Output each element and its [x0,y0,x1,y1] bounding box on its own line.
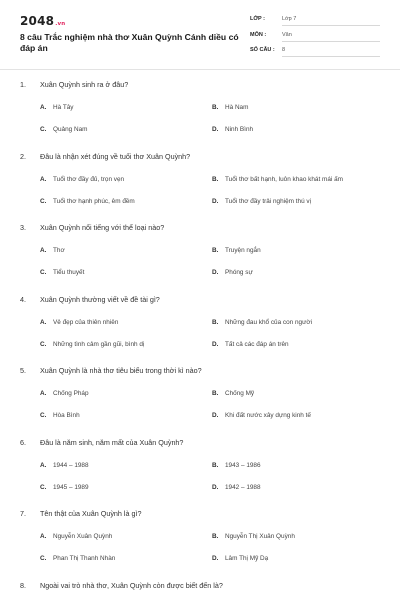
option-letter: A. [40,175,47,183]
meta-count-value: 8 [282,47,380,57]
option-text: 1943 – 1986 [225,461,261,469]
option-letter: D. [212,412,219,419]
option-text: Hà Nam [225,104,249,111]
option-text: Chống Pháp [53,390,89,397]
option-text: 1944 – 1988 [53,461,89,469]
option-letter: B. [212,104,219,111]
option-letter: A. [40,390,47,397]
option-letter: C. [40,126,47,133]
question-item [0,509,400,581]
question-text: Xuân Quỳnh nổi tiếng với thể loại nào? [40,223,165,232]
question-number: 4. [20,294,26,304]
question-number: 5. [20,366,26,375]
option-text: Hà Tây [53,104,74,111]
option-letter: D. [212,555,219,562]
logo-suffix: .vn [55,21,66,27]
option-letter: C. [40,269,47,276]
meta-grade-value: Lớp 7 [282,16,380,26]
option-letter: B. [212,461,219,469]
meta-question-count [250,47,380,58]
option-letter: A. [40,461,47,469]
option-text: 1942 – 1988 [225,483,261,491]
option-letter: C. [40,555,47,562]
option-letter: B. [212,318,219,326]
option-text: Tuổi thơ đầy trải nghiệm thú vị [225,197,312,205]
question-text: Tên thật của Xuân Quỳnh là gì? [40,509,142,518]
option-text: Chống Mỹ [225,390,255,397]
question-item [0,366,400,438]
option-text: Tiểu thuyết [53,269,85,276]
option-text: Ninh Bình [225,126,254,133]
option-letter: C. [40,483,47,491]
option-letter: D. [212,197,219,205]
question-text: Đâu là năm sinh, năm mất của Xuân Quỳnh? [40,437,184,447]
option-text: Phóng sự [225,269,253,276]
question-item [0,80,400,152]
option-text: Quảng Nam [53,126,88,133]
option-letter: A. [40,533,47,540]
option-letter: A. [40,318,47,326]
meta-grade [250,16,380,27]
option-letter: D. [212,126,219,133]
option-text: Hòa Bình [53,412,80,419]
option-text: Những đau khổ của con người [225,318,313,326]
meta-grade-label: LỚP : [250,16,265,22]
option-letter: D. [212,340,219,348]
option-letter: B. [212,175,219,183]
option-text: Thơ [53,247,65,254]
option-letter: C. [40,340,47,348]
option-text: Vẻ đẹp của thiên nhiên [53,318,119,326]
option-text: Lâm Thị Mỹ Dạ [225,555,269,562]
meta-subject [250,32,380,43]
meta-subject-label: MÔN : [250,32,267,38]
question-number: 6. [20,437,26,447]
option-letter: D. [212,269,219,276]
option-text: Truyện ngắn [225,247,261,254]
question-item [0,438,400,510]
question-number: 8. [20,580,26,590]
page-header [0,0,400,76]
option-letter: B. [212,247,219,254]
question-list [0,80,400,600]
question-item [0,152,400,224]
meta-subject-value: Văn [282,32,380,42]
option-letter: C. [40,412,47,419]
option-letter: A. [40,247,47,254]
option-text: Tuổi thơ bất hạnh, luôn khao khát mái ấm [225,175,343,183]
question-item [0,223,400,295]
option-letter: B. [212,390,219,397]
option-letter: D. [212,483,219,491]
question-number: 7. [20,509,26,518]
option-text: 1945 – 1989 [53,483,89,491]
option-text: Nguyễn Xuân Quỳnh [53,533,113,540]
question-item [0,295,400,367]
option-text: Tất cả các đáp án trên [225,340,289,348]
option-letter: C. [40,197,47,205]
logo-text: 2048 [20,14,55,28]
option-text: Những tình cảm gần gũi, bình dị [53,340,145,348]
option-text: Khi đất nước xây dựng kinh tế [225,412,311,419]
option-text: Tuổi thơ đầy đủ, trọn vẹn [53,175,125,183]
option-letter: A. [40,104,47,111]
site-logo[interactable] [20,14,65,28]
option-letter: B. [212,533,219,540]
question-number: 3. [20,223,26,232]
meta-count-label: SỐ CÂU : [250,47,275,53]
option-text: Tuổi thơ hạnh phúc, êm đềm [53,197,135,205]
question-text: Xuân Quỳnh sinh ra ở đâu? [40,80,129,89]
question-number: 1. [20,80,26,89]
question-text: Xuân Quỳnh thường viết về đề tài gì? [40,294,160,304]
option-text: Nguyễn Thị Xuân Quỳnh [225,533,295,540]
question-text: Ngoài vai trò nhà thơ, Xuân Quỳnh còn được biết đến là? [40,580,223,590]
question-text: Xuân Quỳnh là nhà thơ tiêu biểu trong thời kì nào? [40,366,202,375]
question-number: 2. [20,151,26,161]
header-divider [0,69,400,70]
option-text: Phan Thị Thanh Nhàn [53,555,116,562]
document-title: 8 câu Trắc nghiệm nhà thơ Xuân Quỳnh Cánh diều có đáp án [20,32,239,53]
question-text: Đâu là nhận xét đúng về tuổi thơ Xuân Quỳnh? [40,151,191,161]
question-item [0,581,400,600]
